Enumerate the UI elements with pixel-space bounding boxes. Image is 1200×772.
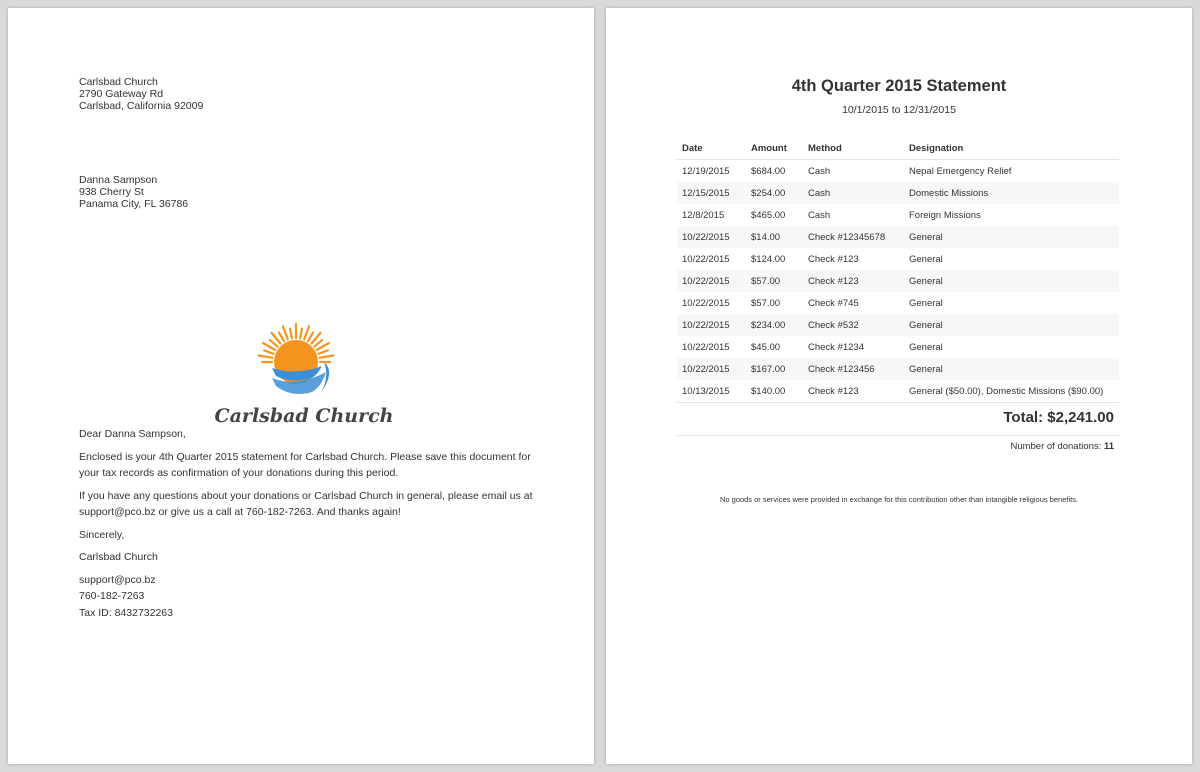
- statement-page: [606, 8, 1192, 764]
- cell-date: 10/22/2015: [677, 314, 746, 336]
- letter-paragraph-2: If you have any questions about your donations or Carlsbad Church in general, please email us at support@pco.bz or give us a call at 760-182-7263. And thanks again!: [79, 489, 533, 518]
- cell-date: 10/22/2015: [677, 270, 746, 292]
- disclaimer: No goods or services were provided in exchange for this contribution other than intangible religious benefits.: [719, 495, 1079, 504]
- cell-method: Check #123: [803, 270, 904, 292]
- logo-text: Carlsbad Church: [214, 405, 394, 427]
- column-header-designation: Designation: [904, 137, 1119, 160]
- cell-method: Cash: [808, 165, 831, 177]
- cell-method: Cash: [808, 209, 831, 221]
- recipient-name: Danna Sampson: [79, 174, 158, 186]
- sender-address: [79, 77, 203, 112]
- cell-designation: General: [904, 314, 1119, 336]
- cell-amount: $234.00: [746, 314, 803, 336]
- table-row: [677, 358, 1119, 380]
- cell-designation: General: [904, 270, 1119, 292]
- cell-amount: $57.00: [746, 270, 803, 292]
- table-row: [677, 182, 1119, 204]
- table-row: [677, 248, 1119, 270]
- contact-info: [79, 572, 539, 622]
- cell-date: 10/22/2015: [682, 253, 730, 265]
- table-row: [677, 204, 1119, 226]
- table-row: [677, 160, 1119, 183]
- statement-title: 4th Quarter 2015 Statement: [791, 77, 1007, 95]
- cell-designation: General ($50.00), Domestic Missions ($90.00): [904, 380, 1119, 403]
- tax-id: Tax ID: 8432732263: [79, 606, 173, 619]
- letter-paragraph-1: Enclosed is your 4th Quarter 2015 statement for Carlsbad Church. Please save this document for your tax records as confirmation of your donations during this period.: [79, 450, 531, 479]
- cell-date: 10/22/2015: [677, 226, 746, 248]
- cell-amount: $684.00: [751, 165, 786, 177]
- cell-amount: $14.00: [746, 226, 803, 248]
- cell-amount: $57.00: [751, 297, 781, 309]
- cell-amount: $167.00: [746, 358, 803, 380]
- letter-greeting: Dear Danna Sampson,: [79, 428, 186, 440]
- divider: [677, 435, 1119, 436]
- column-header-amount: Amount: [746, 137, 803, 160]
- church-logo: [214, 322, 394, 427]
- donation-count-label: Number of donations:: [1010, 441, 1102, 452]
- cell-amount: $45.00: [751, 341, 781, 353]
- cell-method: Check #745: [808, 297, 859, 309]
- table-row: [677, 380, 1119, 403]
- cell-designation: General: [909, 253, 943, 265]
- cell-designation: General: [904, 358, 1119, 380]
- table-row: [677, 292, 1119, 314]
- column-header-method: Method: [803, 137, 904, 160]
- cell-designation: Foreign Missions: [909, 209, 981, 221]
- cell-amount: $254.00: [746, 182, 803, 204]
- letter-signature: Carlsbad Church: [79, 551, 158, 563]
- cell-amount: $124.00: [751, 253, 786, 265]
- cell-date: 12/19/2015: [682, 165, 730, 177]
- cell-date: 12/15/2015: [677, 182, 746, 204]
- cell-designation: Nepal Emergency Relief: [909, 165, 1012, 177]
- recipient-address: [79, 175, 188, 210]
- cell-method: Check #12345678: [803, 226, 904, 248]
- cell-method: Check #1234: [808, 341, 864, 353]
- recipient-street: 938 Cherry St: [79, 185, 144, 198]
- cell-date: 10/22/2015: [677, 358, 746, 380]
- contact-phone: 760-182-7263: [79, 590, 145, 602]
- cell-date: 10/22/2015: [682, 341, 730, 353]
- contact-email: support@pco.bz: [79, 573, 156, 586]
- cell-date: 12/8/2015: [682, 209, 725, 221]
- sender-street: 2790 Gateway Rd: [79, 87, 164, 100]
- cell-amount: $465.00: [751, 209, 786, 221]
- donations-table: [677, 137, 1119, 403]
- cell-date: 10/13/2015: [677, 380, 746, 403]
- statement-total: Total: $2,241.00: [1003, 409, 1114, 426]
- sender-name: Carlsbad Church: [79, 76, 158, 88]
- statement-period: 10/1/2015 to 12/31/2015: [842, 104, 956, 116]
- cell-method: Check #123456: [803, 358, 904, 380]
- cell-method: Check #123: [808, 253, 859, 265]
- cell-designation: General: [909, 341, 943, 353]
- cell-date: 10/22/2015: [682, 297, 730, 309]
- sender-city-line: Carlsbad, California 92009: [79, 99, 204, 112]
- cell-method: Check #123: [803, 380, 904, 403]
- cell-designation: Domestic Missions: [904, 182, 1119, 204]
- letter-body: [79, 426, 539, 621]
- letter-closing: Sincerely,: [79, 528, 125, 541]
- donation-count-value: 11: [1103, 441, 1114, 452]
- cell-amount: $140.00: [746, 380, 803, 403]
- table-row: [677, 336, 1119, 358]
- cell-method: Cash: [803, 182, 904, 204]
- table-header-row: [677, 137, 1119, 160]
- donation-count: [1010, 441, 1114, 452]
- letter-page: [8, 8, 594, 764]
- table-row: [677, 226, 1119, 248]
- table-row: [677, 270, 1119, 292]
- cell-designation: General: [904, 226, 1119, 248]
- column-header-date: Date: [677, 137, 746, 160]
- table-row: [677, 314, 1119, 336]
- cell-method: Check #532: [803, 314, 904, 336]
- cell-designation: General: [909, 297, 943, 309]
- recipient-city-line: Panama City, FL 36786: [79, 197, 189, 210]
